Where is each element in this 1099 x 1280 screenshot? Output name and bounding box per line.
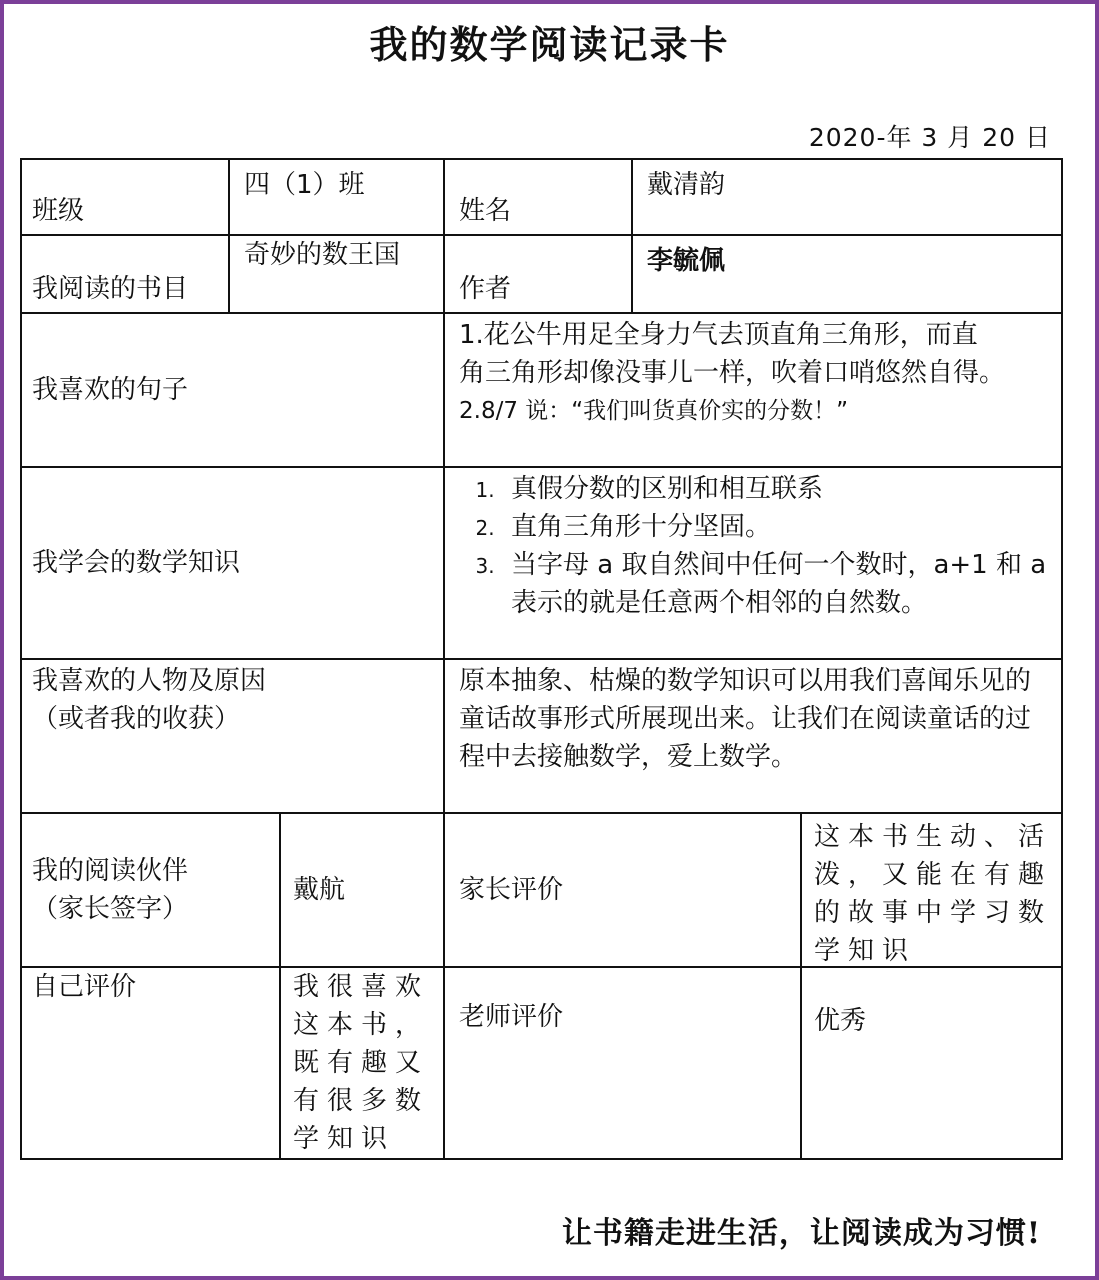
class-label: 班级 [32,196,85,226]
name-value-cell [633,158,1063,236]
reading-record-table [20,158,1063,1160]
character-label-cell [20,660,445,814]
partner-label-sub: （家长签字） [32,894,189,924]
self-eval-label: 自己评价 [32,972,137,1002]
class-value-cell [230,158,445,236]
author-label-cell [445,236,633,314]
book-title: 奇妙的数王国 [244,240,401,270]
teacher-eval-cell [802,968,1063,1160]
character-label: 我喜欢的人物及原因 [32,666,267,696]
character-text: 原本抽象、枯燥的数学知识可以用我们喜闻乐见的童话故事形式所展现出来。让我们在阅读童话的过程中去接触数学，爱上数学。 [459,666,1032,772]
self-eval-label-cell [20,968,281,1160]
self-eval-text: 我很喜欢这本书，既有趣又有很多数学知识 [293,972,430,1154]
parent-eval-label: 家长评价 [459,875,564,905]
teacher-eval-text: 优秀 [814,1006,867,1036]
slogan: 让书籍走进生活，让阅读成为习惯! [561,1216,1041,1251]
author-name: 李毓佩 [647,246,726,276]
partner-label-cell [20,814,281,968]
character-text-cell [445,660,1063,814]
class-label-cell [20,158,230,236]
name-label: 姓名 [459,196,512,226]
knowledge-label-cell [20,468,445,660]
knowledge-cell [445,468,1063,660]
knowledge-item: 1. 真假分数的区别和相互联系 [501,470,1051,508]
knowledge-item: 3. 当字母 a 取自然间中任何一个数时，a+1 和 a 表示的就是任意两个相邻的自然数。 [501,546,1051,622]
favorite-sentence-line: 角三角形却像没事儿一样，吹着口哨悠然自得。 [459,358,1006,388]
class-value: 四（1）班 [244,170,365,200]
name-label-cell [445,158,633,236]
partner-label: 我的阅读伙伴 [32,856,189,886]
favorite-sentence-line: 1.花公牛用足全身力气去顶直角三角形，而直 [459,320,978,350]
card-title: 我的数学阅读记录卡 [369,22,730,67]
parent-eval-label-cell [445,814,802,968]
teacher-eval-label-cell [445,968,802,1160]
favorite-sentence-label: 我喜欢的句子 [32,375,189,405]
author-value-cell [633,236,1063,314]
book-value-cell [230,236,445,314]
partner-name: 戴航 [293,875,346,905]
knowledge-item: 2. 直角三角形十分坚固。 [501,508,1051,546]
author-label: 作者 [459,274,512,304]
favorite-sentences-cell [445,314,1063,468]
record-date: 2020-年 3 月 20 日 [808,123,1051,152]
teacher-eval-label: 老师评价 [459,1002,564,1032]
favorite-sentence-line: 2.8/7 说：“我们叫货真价实的分数！” [459,398,849,424]
knowledge-label: 我学会的数学知识 [32,548,241,578]
favorite-sentence-label-cell [20,314,445,468]
book-label: 我阅读的书目 [32,274,189,304]
book-label-cell [20,236,230,314]
knowledge-list [455,470,1051,622]
parent-eval-cell [802,814,1063,968]
parent-eval-text: 这本书生动、活泼，又能在有趣的故事中学习数学知识 [814,822,1053,966]
student-name: 戴清韵 [647,170,726,200]
character-label-sub: （或者我的收获） [32,704,241,734]
partner-value-cell [281,814,445,968]
self-eval-cell [281,968,445,1160]
